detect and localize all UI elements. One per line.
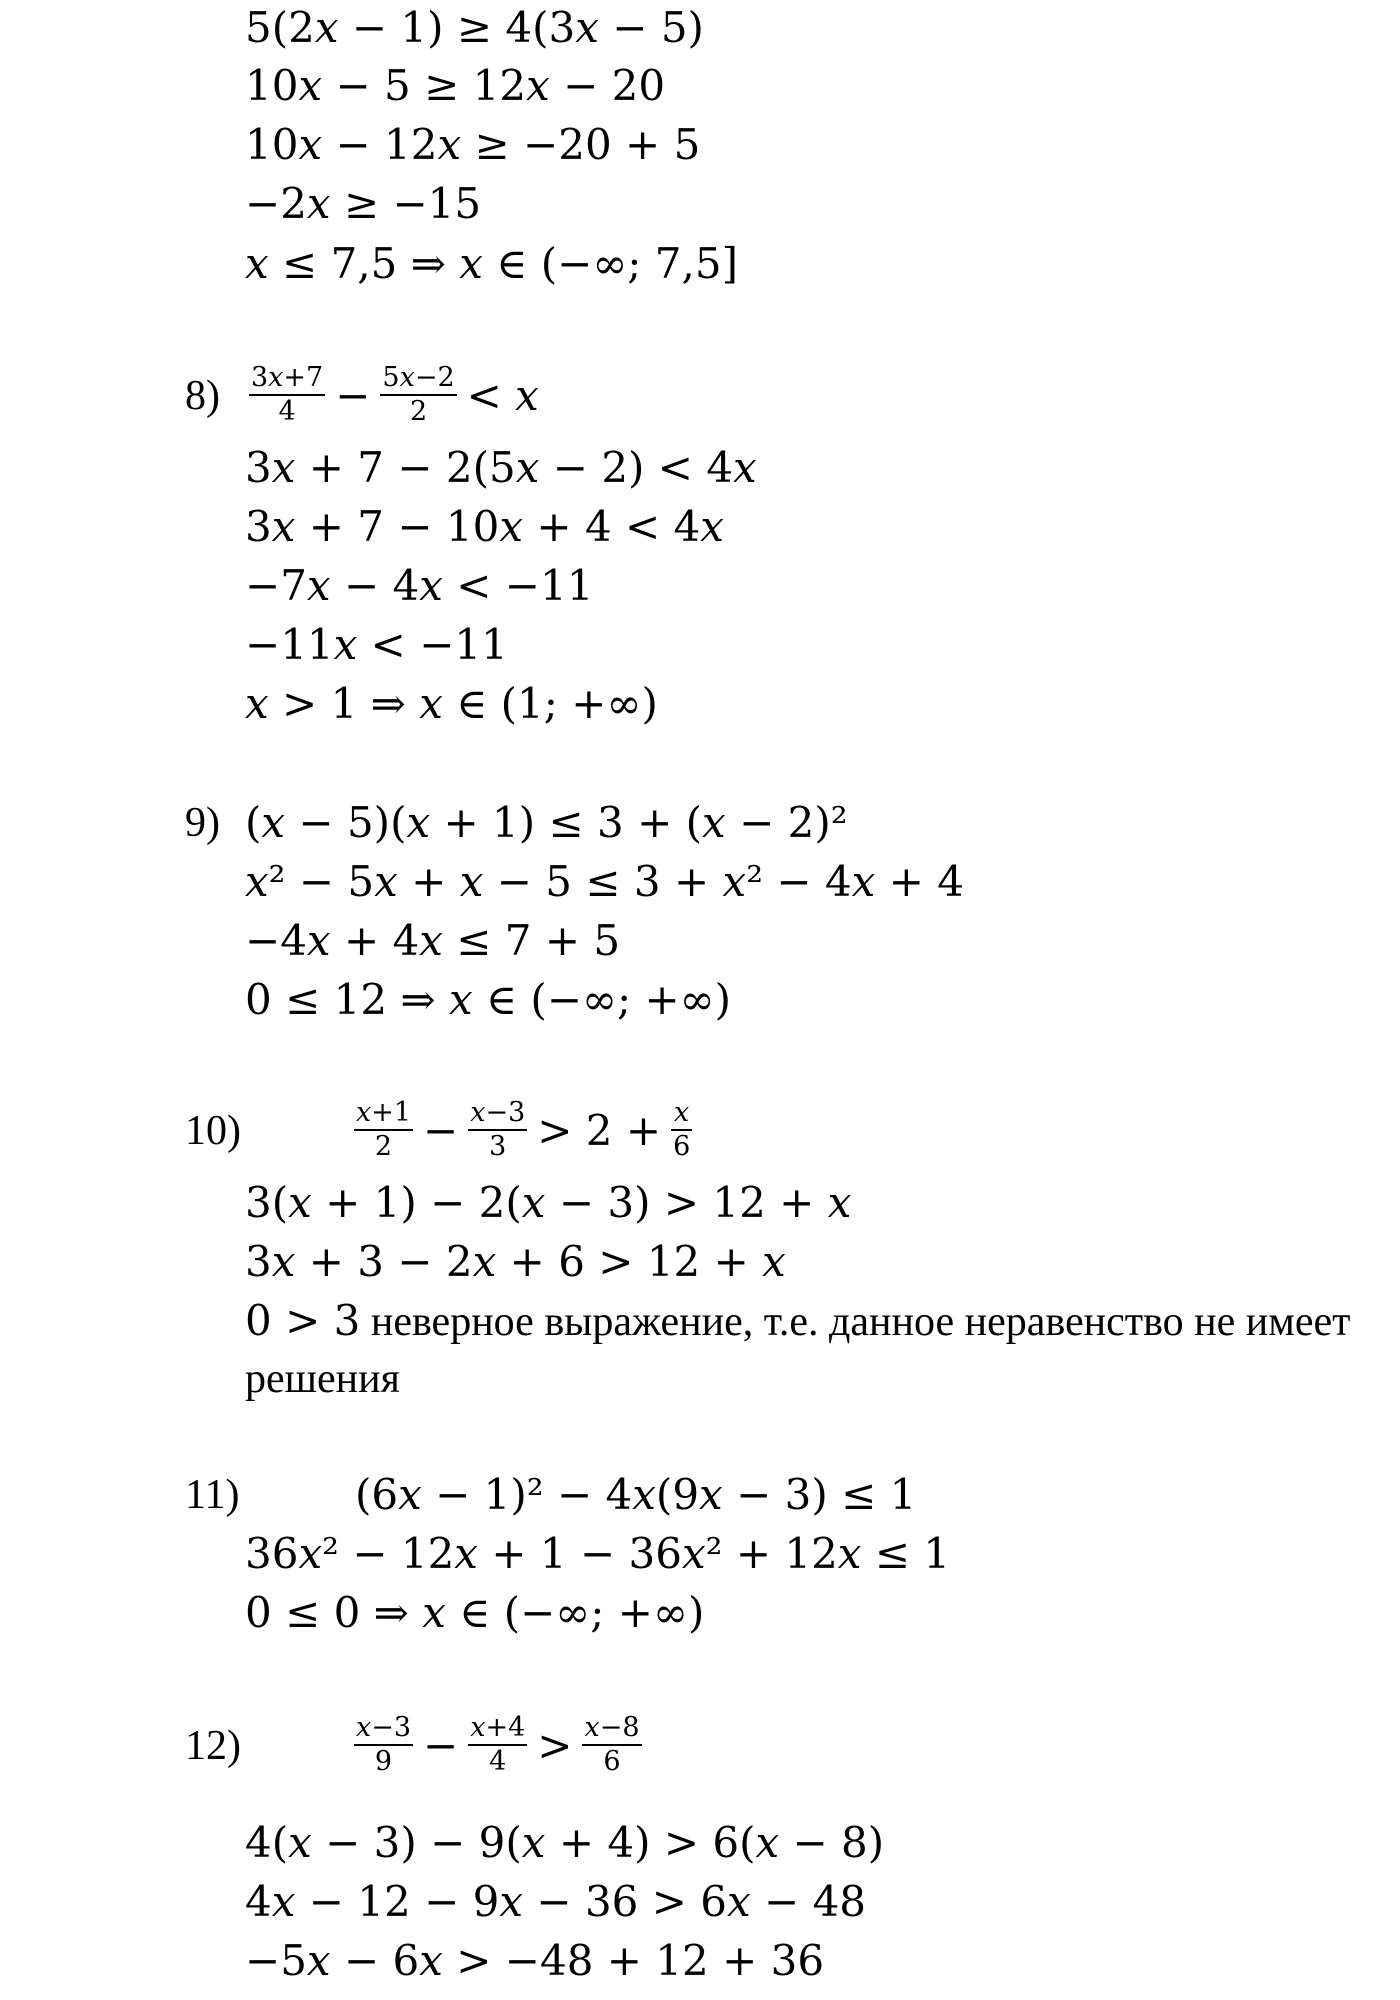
fraction bbox=[671, 1097, 692, 1163]
denominator: 4 bbox=[278, 396, 296, 427]
problem-number: 9) bbox=[185, 800, 220, 846]
math-line: 0 ≤ 12 ⇒ 𝑥 ∈ (−∞; +∞) bbox=[245, 975, 732, 1024]
operator: − bbox=[335, 370, 371, 420]
problem-number: 12) bbox=[185, 1723, 241, 1769]
math-line: 10𝑥 − 12𝑥 ≥ −20 + 5 bbox=[245, 120, 701, 169]
fraction bbox=[468, 1097, 527, 1163]
denominator: 2 bbox=[374, 1131, 393, 1162]
math-line: 4(𝑥 − 3) − 9(𝑥 + 4) > 6(𝑥 − 8) bbox=[245, 1818, 885, 1867]
denominator: 3 bbox=[489, 1131, 507, 1162]
problem-header bbox=[350, 1705, 646, 1785]
conclusion-line bbox=[245, 1293, 1350, 1350]
math-line: −2𝑥 ≥ −15 bbox=[245, 179, 482, 228]
numerator: 5𝑥−2 bbox=[382, 362, 455, 393]
fraction bbox=[354, 1097, 413, 1163]
math-line: 𝑥 ≤ 7,5 ⇒ 𝑥 ∈ (−∞; 7,5] bbox=[245, 239, 738, 288]
problem-number: 11) bbox=[185, 1472, 240, 1518]
fraction bbox=[468, 1712, 527, 1778]
numerator: 3𝑥+7 bbox=[251, 362, 324, 393]
operator: − bbox=[423, 1105, 459, 1155]
denominator: 6 bbox=[603, 1746, 621, 1777]
conclusion-text: неверное выражение, т.е. данное неравенство не имеет bbox=[360, 1299, 1351, 1345]
operator: > bbox=[537, 1720, 573, 1770]
math-line: −5𝑥 − 6𝑥 > −48 + 12 + 36 bbox=[245, 1936, 825, 1985]
fraction bbox=[582, 1712, 641, 1778]
fraction bbox=[354, 1712, 413, 1778]
denominator: 4 bbox=[489, 1746, 507, 1777]
numerator: 𝑥 bbox=[674, 1097, 690, 1128]
problem-header: (𝑥 − 5)(𝑥 + 1) ≤ 3 + (𝑥 − 2)² bbox=[245, 798, 848, 847]
math-line: −11𝑥 < −11 bbox=[245, 620, 508, 669]
problem-number: 10) bbox=[185, 1108, 241, 1154]
math-line: 3𝑥 + 7 − 2(5𝑥 − 2) < 4𝑥 bbox=[245, 443, 757, 492]
fraction bbox=[249, 362, 325, 428]
problem-header: (6𝑥 − 1)² − 4𝑥(9𝑥 − 3) ≤ 1 bbox=[355, 1470, 917, 1519]
denominator: 6 bbox=[673, 1131, 691, 1162]
math-line: −7𝑥 − 4𝑥 < −11 bbox=[245, 561, 594, 610]
math-line: 4𝑥 − 12 − 9𝑥 − 36 > 6𝑥 − 48 bbox=[245, 1877, 867, 1926]
conclusion-math: 0 > 3 bbox=[245, 1296, 361, 1345]
operator: < 𝑥 bbox=[466, 370, 539, 420]
math-line: 𝑥 > 1 ⇒ 𝑥 ∈ (1; +∞) bbox=[245, 679, 658, 728]
numerator: 𝑥−3 bbox=[356, 1712, 412, 1743]
problem-number: 8) bbox=[185, 373, 220, 419]
math-line: 3𝑥 + 7 − 10𝑥 + 4 < 4𝑥 bbox=[245, 502, 724, 551]
math-line: 3𝑥 + 3 − 2𝑥 + 6 > 12 + 𝑥 bbox=[245, 1237, 786, 1286]
problem-header bbox=[245, 355, 545, 435]
numerator: 𝑥−3 bbox=[470, 1097, 526, 1128]
problem-header bbox=[350, 1090, 696, 1170]
numerator: 𝑥+4 bbox=[470, 1712, 526, 1743]
operator: > 2 + bbox=[537, 1105, 662, 1155]
math-line: −4𝑥 + 4𝑥 ≤ 7 + 5 bbox=[245, 916, 621, 965]
denominator: 2 bbox=[409, 396, 428, 427]
denominator: 9 bbox=[374, 1746, 393, 1777]
math-line: 3(𝑥 + 1) − 2(𝑥 − 3) > 12 + 𝑥 bbox=[245, 1178, 852, 1227]
math-line: 10𝑥 − 5 ≥ 12𝑥 − 20 bbox=[245, 61, 666, 110]
math-line: 𝑥² − 5𝑥 + 𝑥 − 5 ≤ 3 + 𝑥² − 4𝑥 + 4 bbox=[245, 857, 964, 906]
numerator: 𝑥+1 bbox=[356, 1097, 412, 1128]
conclusion-text: решения bbox=[245, 1356, 400, 1402]
math-line: 0 ≤ 0 ⇒ 𝑥 ∈ (−∞; +∞) bbox=[245, 1588, 705, 1637]
math-line: 5(2𝑥 − 1) ≥ 4(3𝑥 − 5) bbox=[245, 3, 704, 52]
operator: − bbox=[423, 1720, 459, 1770]
fraction bbox=[380, 362, 456, 428]
math-line: 36𝑥² − 12𝑥 + 1 − 36𝑥² + 12𝑥 ≤ 1 bbox=[245, 1529, 951, 1578]
numerator: 𝑥−8 bbox=[584, 1712, 640, 1743]
